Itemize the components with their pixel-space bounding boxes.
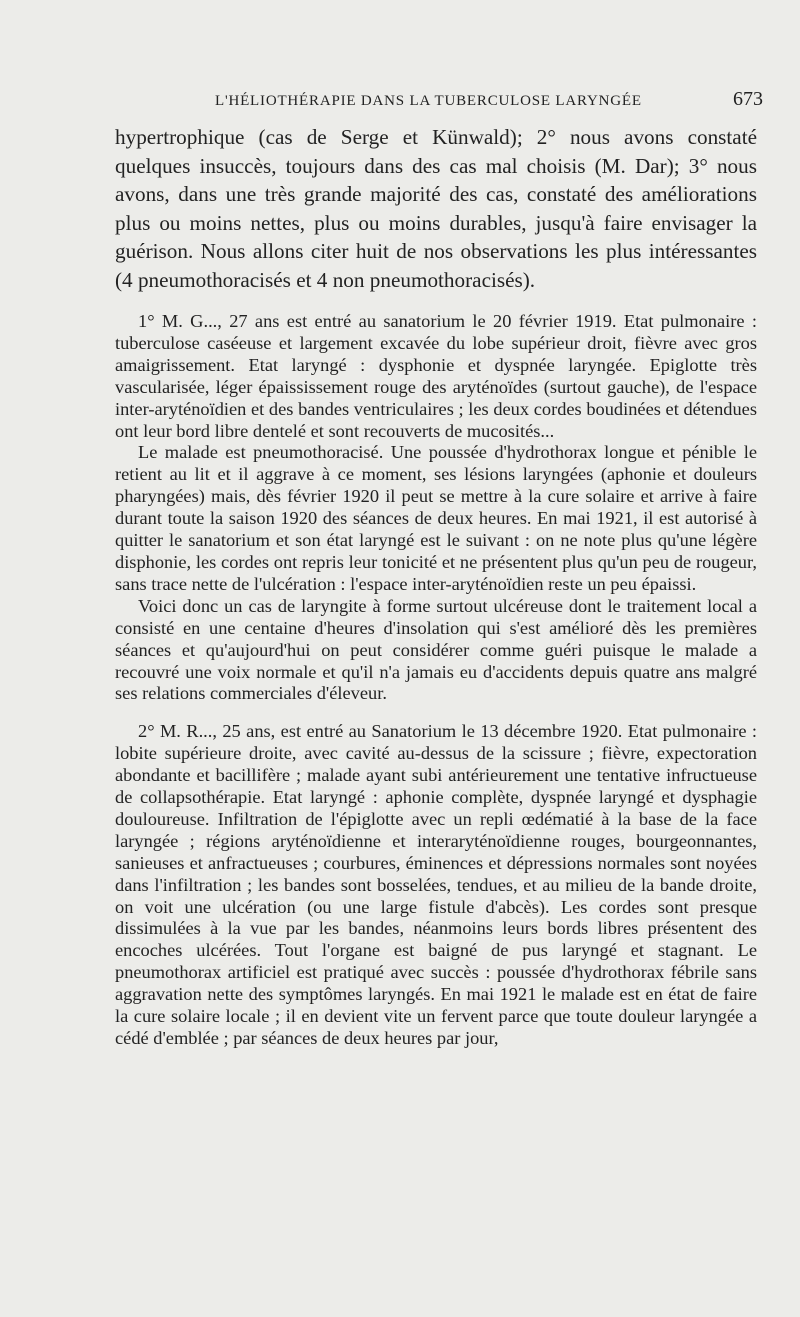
observation-1-paragraph-3: Voici donc un cas de laryngite à forme surtout ulcéreuse dont le traitement local a consisté en une centaine d'heures d'insolation qui s'est amélioré dès les premières séances et qu'aujourd'hui on peut considérer comme guéri puisque le malade a recouvré une voix normale et qu'il n'a jamais eu d'accidents depuis quatre ans malgré ses relations commerciales d'éleveur.: [115, 595, 757, 704]
intro-paragraph: hypertrophique (cas de Serge et Künwald); 2° nous avons constaté quelques insuccès, toujours dans des cas mal choisis (M. Dar); 3° nous avons, dans une très grande majorité des cas, constaté des améliorations plus ou moins nettes, plus ou moins durables, jusqu'à faire envisager la guérison. Nous allons citer huit de nos observations les plus intéressantes (4 pneumothoracisés et 4 non pneumothoracisés).: [115, 125, 757, 292]
intro-section: [115, 123, 757, 294]
running-header: [215, 88, 763, 111]
observation-1-paragraph-2: Le malade est pneumothoracisé. Une poussée d'hydrothorax longue et pénible le retient au lit et il aggrave à ce moment, ses lésions laryngées (aphonie et douleurs pharyngées) mais, dès février 1920 il peut se mettre à la cure solaire et arrive à faire durant toute la saison 1920 des séances de deux heures. En mai 1921, il est autorisé à quitter le sanatorium et son état laryngé est le suivant : on ne note plus qu'une légère disphonie, les cordes ont repris leur tonicité et ne présentent plus qu'un peu de rougeur, sans trace nette de l'ulcération : l'espace inter-aryténoïdien reste un peu épaissi.: [115, 442, 757, 594]
observation-2-paragraph-1: 2° M. R..., 25 ans, est entré au Sanatorium le 13 décembre 1920. Etat pulmonaire : lobite supérieure droite, avec cavité au-dessus de la scissure ; fièvre, expectoration abondante et bacillifère ; malade ayant subi antérieurement une tentative infructueuse de collapsothérapie. Etat laryngé : aphonie complète, dyspnée laryngé et dysphagie douloureuse. Infiltration de l'épiglotte avec un repli œdématié à la base de la face laryngée ; régions aryténoïdienne et interaryténoïdienne rouges, bourgeonnantes, sanieuses et anfractueuses ; courbures, éminences et dépressions normales sont noyées dans l'infiltration ; les bandes sont bosselées, tendues, et au milieu de la bande droite, on voit une ulcération (ou une large fistule d'abcès). Les cordes sont presque dissimulées à la vue par les bandes, néanmoins leurs bords libres présentent des encoches ulcérées. Tout l'organe est baigné de pus laryngé et stagnant. Le pneumothorax artificiel est pratiqué avec succès : poussée d'hydrothorax fébrile sans aggravation nette des symptômes laryngés. En mai 1921 le malade est en état de faire la cure solaire locale ; il en devient vite un fervent parce que toute douleur laryngée a cédé d'emblée ; par séances de deux heures par jour,: [115, 721, 757, 1048]
observation-1: [115, 311, 757, 705]
observation-1-paragraph-1: 1° M. G..., 27 ans est entré au sanatorium le 20 février 1919. Etat pulmonaire : tuberculose caséeuse et largement excavée du lobe supérieur droit, fièvre avec gros amaigrissement. Etat laryngé : dysphonie et dyspnée laryngée. Epiglotte très vascularisée, léger épaississement rouge des aryténoïdes (surtout gauche), de l'espace inter-aryténoïdien et des bandes ventriculaires ; les deux cordes boudinées et détendues ont leur bord libre dentelé et sont recouverts de mucosités...: [115, 311, 757, 441]
page-body: [115, 123, 757, 1050]
page-number: 673: [733, 88, 763, 110]
observation-2: [115, 721, 757, 1050]
running-title: L'HÉLIOTHÉRAPIE DANS LA TUBERCULOSE LARYNGÉE: [215, 93, 642, 109]
